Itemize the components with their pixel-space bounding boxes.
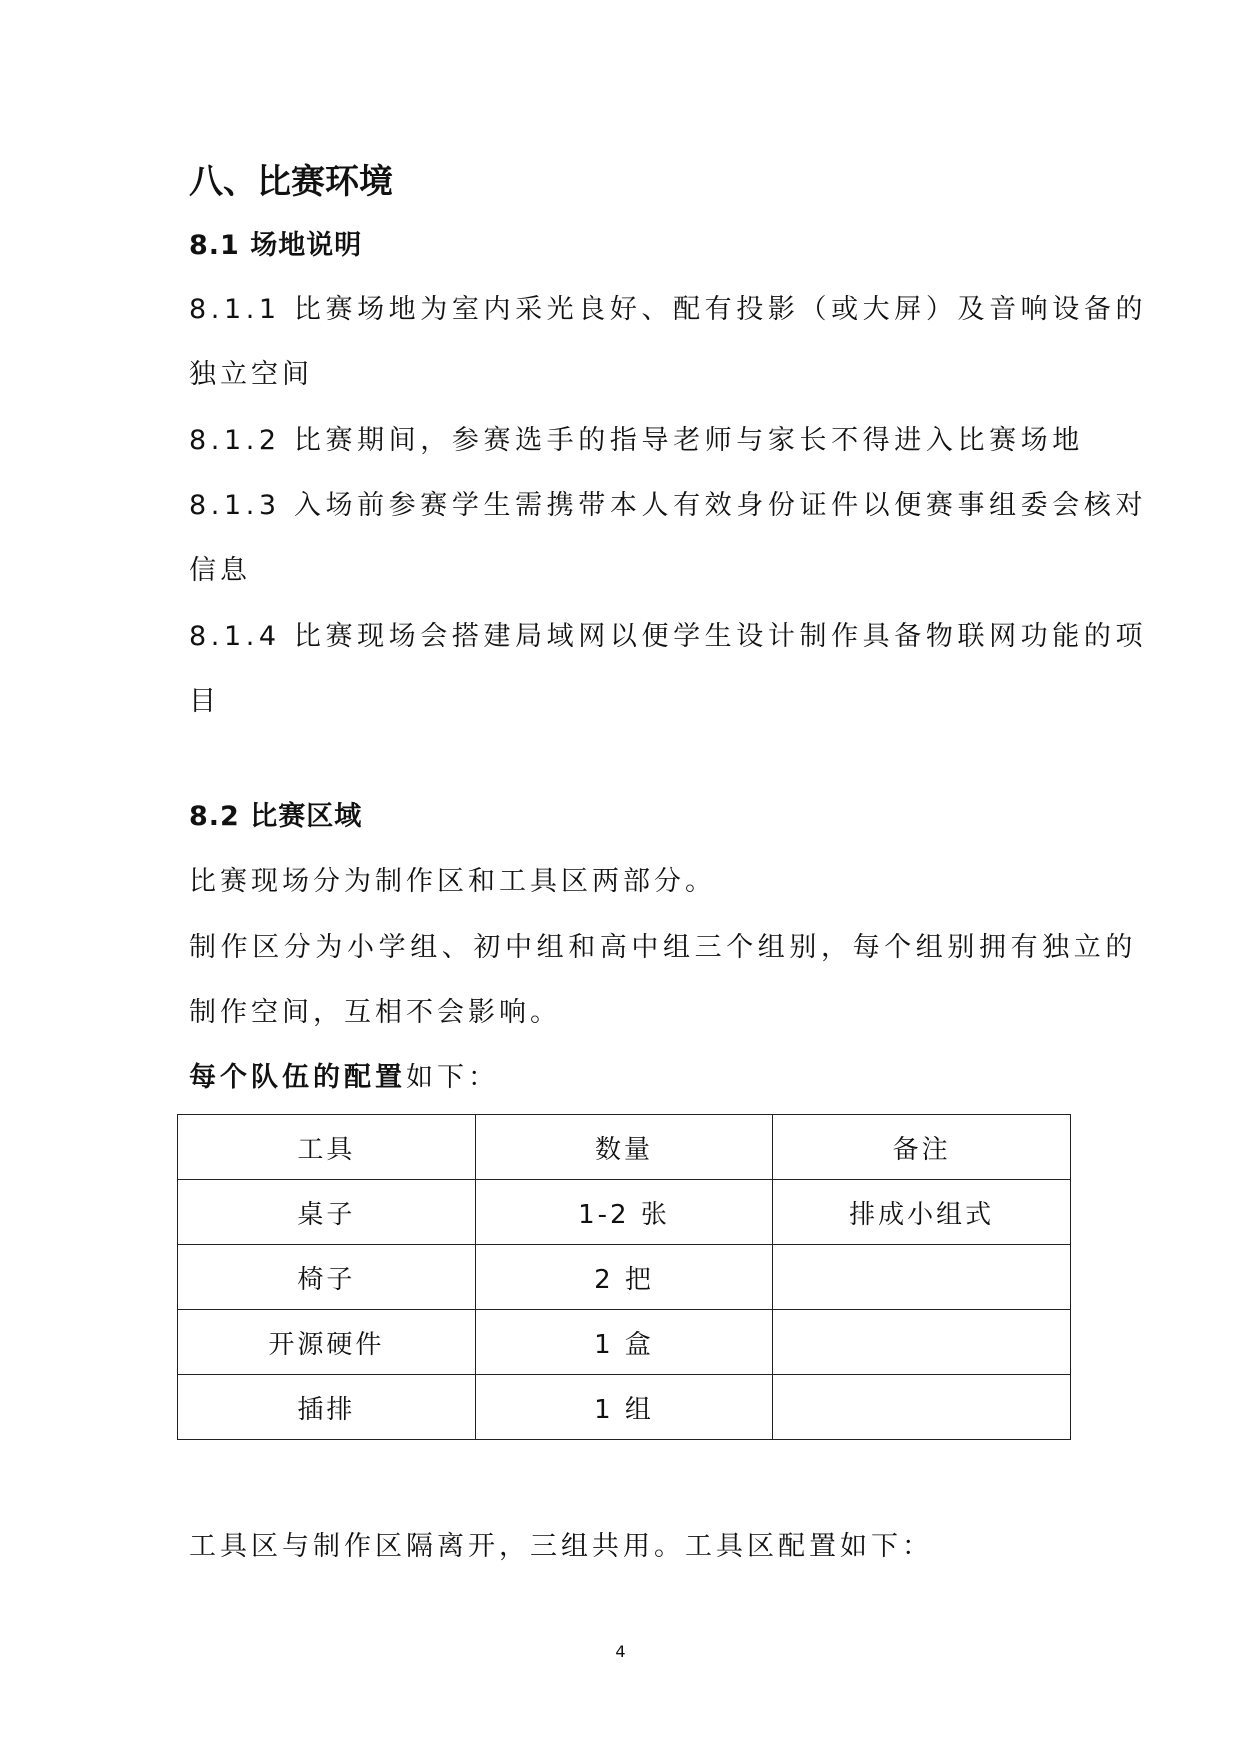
- cell-quantity: 1 盒: [475, 1310, 773, 1375]
- cell-quantity: 1-2 张: [475, 1180, 773, 1245]
- table-row: [178, 1375, 1071, 1440]
- cell-note: 排成小组式: [773, 1180, 1071, 1245]
- team-config-bold-text: 每个队伍的配置: [189, 1062, 406, 1093]
- paragraph-8-1-2: 8.1.2 比赛期间，参赛选手的指导老师与家长不得进入比赛场地: [189, 425, 1084, 456]
- paragraph-8-1-3-line2: 信息: [189, 555, 251, 586]
- cell-quantity: 2 把: [475, 1245, 773, 1310]
- paragraph-groups-line2: 制作空间，互相不会影响。: [189, 997, 561, 1028]
- cell-note: [773, 1245, 1071, 1310]
- section-title: 八、比赛环境: [189, 162, 393, 202]
- paragraph-8-1-4-line1: 8.1.4 比赛现场会搭建局域网以便学生设计制作具备物联网功能的项: [189, 621, 1148, 652]
- subsection-title-8-1: 8.1 场地说明: [189, 230, 363, 261]
- cell-quantity: 1 组: [475, 1375, 773, 1440]
- cell-note: [773, 1310, 1071, 1375]
- paragraph-groups-line1: 制作区分为小学组、初中组和高中组三个组别，每个组别拥有独立的: [189, 932, 1137, 963]
- table-row: [178, 1245, 1071, 1310]
- team-equipment-table: [177, 1114, 1071, 1440]
- table-row: [178, 1180, 1071, 1245]
- header-note: 备注: [773, 1115, 1071, 1180]
- tool-area-paragraph: 工具区与制作区隔离开，三组共用。工具区配置如下：: [189, 1531, 933, 1562]
- team-config-rest-text: 如下：: [406, 1062, 499, 1093]
- paragraph-8-1-1-line1: 8.1.1 比赛场地为室内采光良好、配有投影（或大屏）及音响设备的: [189, 294, 1148, 325]
- table-header-row: [178, 1115, 1071, 1180]
- subsection-title-8-2: 8.2 比赛区域: [189, 801, 363, 832]
- paragraph-8-1-1-line2: 独立空间: [189, 359, 313, 390]
- cell-tool: 插排: [178, 1375, 476, 1440]
- cell-tool: 开源硬件: [178, 1310, 476, 1375]
- page-number: 4: [615, 1642, 626, 1661]
- cell-note: [773, 1375, 1071, 1440]
- paragraph-zones: 比赛现场分为制作区和工具区两部分。: [189, 866, 716, 897]
- paragraph-8-1-4-line2: 目: [189, 686, 220, 717]
- cell-tool: 桌子: [178, 1180, 476, 1245]
- team-config-intro: [189, 1060, 499, 1096]
- table-row: [178, 1310, 1071, 1375]
- paragraph-8-1-3-line1: 8.1.3 入场前参赛学生需携带本人有效身份证件以便赛事组委会核对: [189, 490, 1148, 521]
- cell-tool: 椅子: [178, 1245, 476, 1310]
- header-quantity: 数量: [475, 1115, 773, 1180]
- header-tool: 工具: [178, 1115, 476, 1180]
